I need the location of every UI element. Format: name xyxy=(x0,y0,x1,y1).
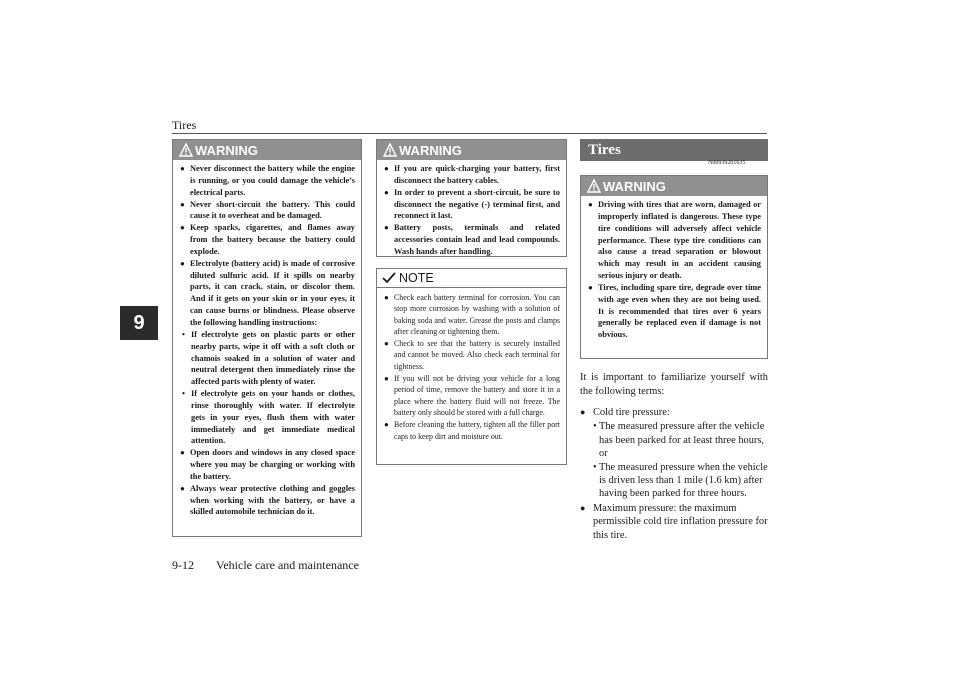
footer-section-title: Vehicle care and maintenance xyxy=(216,558,359,572)
warning-sub-item: • If electrolyte gets on your hands or clothes, rinse thoroughly with water. If electrolyte gets in your eyes, flush them with water immediately and get immediate medical attention. xyxy=(180,388,355,447)
note-heading xyxy=(377,269,566,288)
left-warning-box xyxy=(172,139,362,537)
note-item: ● Check each battery terminal for corrosion. You can stop more corrosion by washing with a solution of baking soda and water. Grease the posts and clamps after cleaning or tightening them. xyxy=(384,292,560,337)
warning-triangle-icon xyxy=(383,143,397,157)
note-item: ● Check to see that the battery is securely installed and cannot be moved. Also check each terminal for tightness. xyxy=(384,338,560,372)
term-sub-text: The measured pressure when the vehicle is driven less than 1 mile (1.6 km) after having been parked for three hours. xyxy=(599,461,768,500)
chapter-tab: 9 xyxy=(120,306,158,340)
warning-heading-text: WARNING xyxy=(399,142,462,158)
warning-sub-item: • If electrolyte gets on plastic parts or other nearby parts, wipe it off with a soft cloth or chamois soaked in a solution of water and neutral detergent then immediately rinse the affected parts with plenty of water. xyxy=(180,329,355,388)
warning-item: ● Electrolyte (battery acid) is made of corrosive diluted sulfuric acid. If it spills on nearby parts, it can crack, stain, or discolor them. And if it gets on your skin or in your eyes, it can cause burns or blindness. Please observe the following handling instructions: xyxy=(180,258,355,329)
term-sub-text: The measured pressure after the vehicle has been parked for at least three hours, or xyxy=(599,421,765,460)
warning-heading-text: WARNING xyxy=(195,142,258,158)
warning-heading xyxy=(581,176,767,196)
warning-item: ● Driving with tires that are worn, damaged or improperly inflated is dangerous. These type tire conditions will adversely affect vehicle performance. These type tire conditions can also cause a tread separation or blowout which may result in an accident causing serious injury or death. xyxy=(588,199,761,282)
warning-heading xyxy=(377,140,566,160)
note-item: ● If you will not be driving your vehicle for a long period of time, remove the battery and store it in a place where the battery fluid will not freeze. The battery only should be stored with a full charge. xyxy=(384,373,560,418)
warning-item: ● In order to prevent a short-circuit, be sure to disconnect the negative (-) terminal first, and reconnect it last. xyxy=(384,187,560,223)
middle-warning-box xyxy=(376,139,567,257)
note-heading-text: NOTE xyxy=(399,271,434,285)
term-item: ● Maximum pressure: the maximum permissible cold tire inflation pressure for this tire. xyxy=(580,502,768,542)
warning-heading-text: WARNING xyxy=(603,178,666,194)
warning-item: ● Battery posts, terminals and related accessories contain lead and lead compounds. Wash hands after handling. xyxy=(384,222,560,258)
note-item: ● Before cleaning the battery, tighten all the filler port caps to keep dirt and moisture out. xyxy=(384,419,560,442)
tires-warning-box xyxy=(580,175,768,359)
section-title: Tires xyxy=(580,139,768,161)
warning-item: ● Keep sparks, cigarettes, and flames away from the battery because the battery could explode. xyxy=(180,222,355,258)
intro-paragraph: It is important to familiarize yourself with the following terms: xyxy=(580,372,768,397)
header-rule xyxy=(172,133,767,134)
note-box xyxy=(376,268,567,465)
warning-item: ● Never short-circuit the battery. This could cause it to overheat and be damaged. xyxy=(180,199,355,223)
term-sub-item: • The measured pressure when the vehicle is driven less than 1 mile (1.6 km) after having been parked for three hours. xyxy=(593,461,768,500)
warning-item: ● If you are quick-charging your battery, first disconnect the battery cables. xyxy=(384,163,560,187)
warning-item: ● Open doors and windows in any closed space where you may be charging or working with the battery. xyxy=(180,447,355,483)
terms-list xyxy=(580,406,768,543)
warning-triangle-icon xyxy=(179,143,193,157)
page-number: 9-12 xyxy=(172,558,194,572)
term-sub-item: • The measured pressure after the vehicle has been parked for at least three hours, or xyxy=(593,421,765,460)
checkmark-icon xyxy=(382,272,396,284)
warning-item: ● Never disconnect the battery while the engine is running, or you could damage the vehicle’s electrical parts. xyxy=(180,163,355,199)
warning-item: ● Tires, including spare tire, degrade over time with age even when they are not being used. It is recommended that tires over 6 years generally be replaced even if damage is not obvious. xyxy=(588,282,761,341)
section-code: N00939201635 xyxy=(708,160,746,166)
term-item: ● Cold tire pressure: xyxy=(580,406,768,419)
page-header-title: Tires xyxy=(172,118,197,132)
warning-triangle-icon xyxy=(587,179,601,193)
warning-heading xyxy=(173,140,361,160)
warning-item: ● Always wear protective clothing and goggles when working with the battery, or have a skilled automobile technician do it. xyxy=(180,483,355,519)
